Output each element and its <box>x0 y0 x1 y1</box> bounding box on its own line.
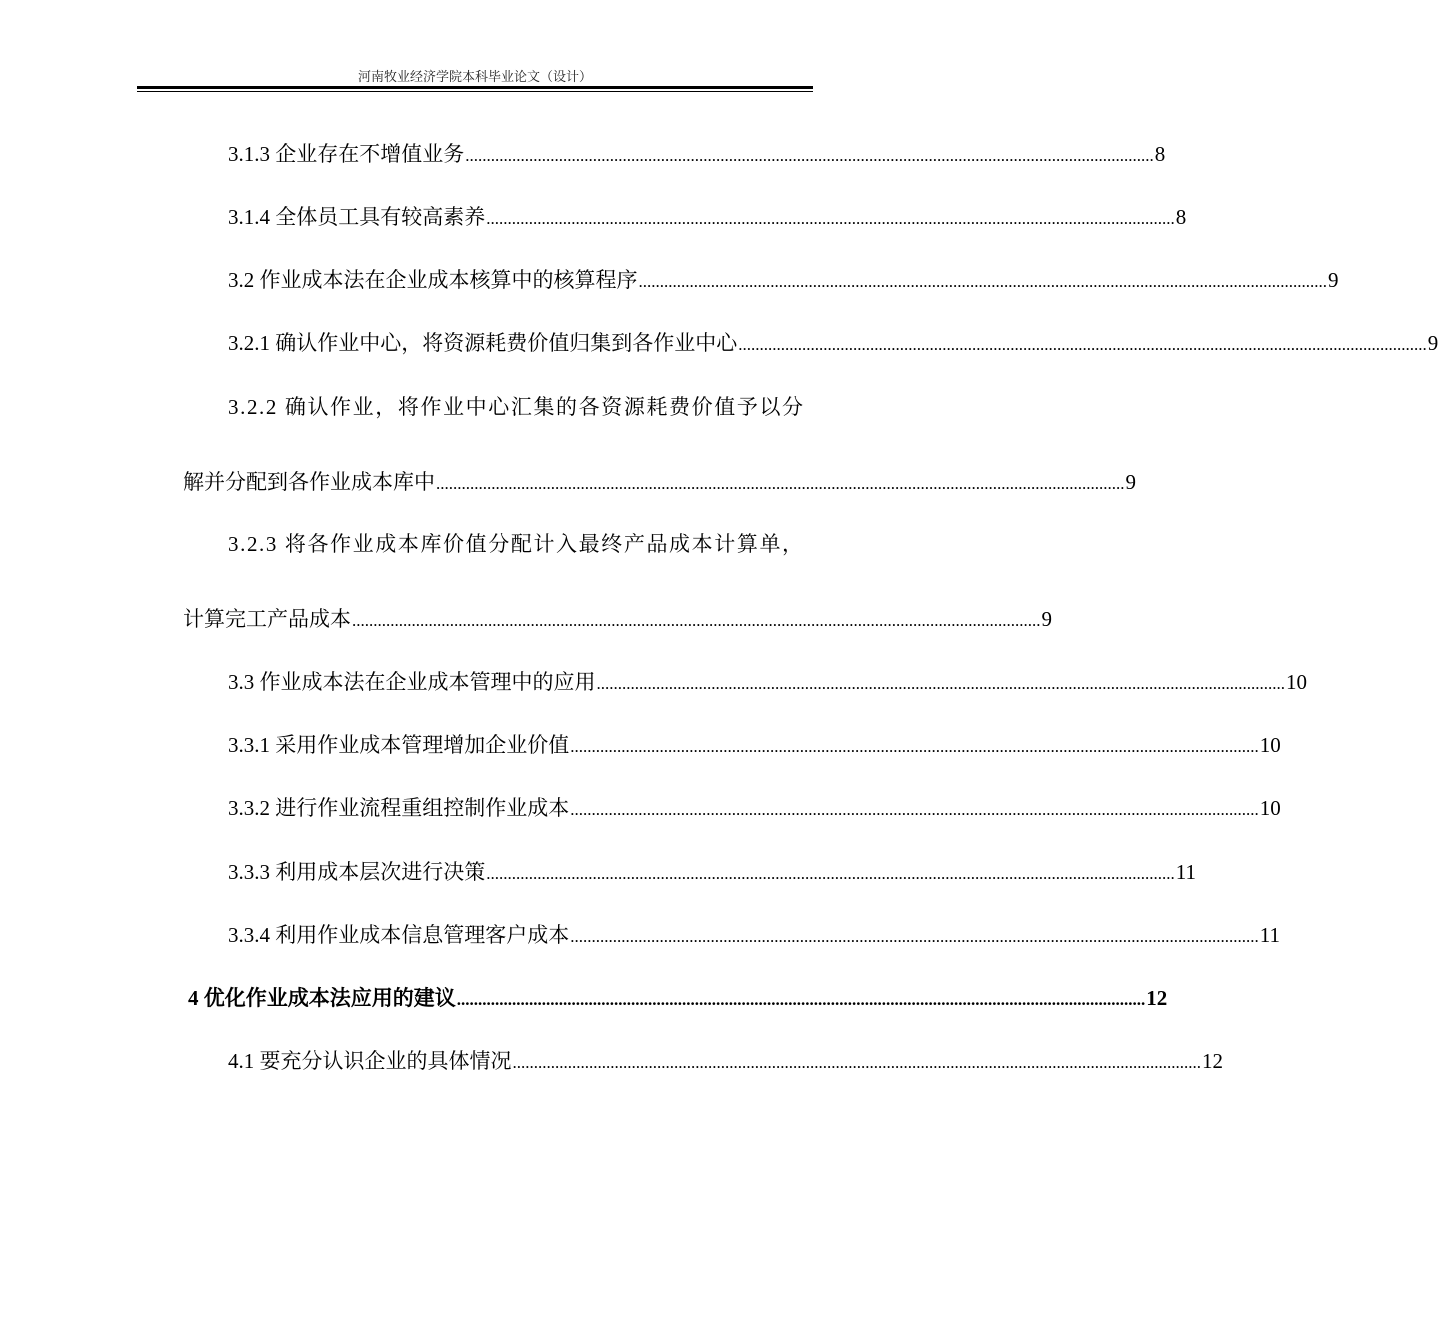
toc-page-number: 8 <box>1154 142 1166 166</box>
toc-entry-3-3-1[interactable] <box>228 729 1281 759</box>
header-rule-thick <box>137 86 813 89</box>
toc-leader-dots: .................................................................................................................................................................. <box>738 335 1427 354</box>
toc-leader-dots: .................................................................................................................................................................. <box>436 474 1125 493</box>
toc-entry-title: 3.3.3 利用成本层次进行决策 <box>228 860 486 884</box>
toc-page-number: 10 <box>1259 733 1281 757</box>
toc-page-number: 9 <box>1041 607 1052 631</box>
toc-page-number: 12 <box>1202 1049 1223 1073</box>
toc-page-number: 8 <box>1175 205 1187 229</box>
toc-entry-title: 4 优化作业成本法应用的建议 <box>188 986 456 1010</box>
toc-entry-title: 3.3.1 采用作业成本管理增加企业价值 <box>228 733 570 757</box>
toc-leader-dots: .................................................................................................................................................................. <box>596 674 1285 693</box>
toc-entry-title: 3.3.2 进行作业流程重组控制作业成本 <box>228 796 570 820</box>
toc-leader-dots: .................................................................................................................................................................. <box>456 990 1146 1009</box>
toc-leader-dots: .................................................................................................................................................................. <box>512 1053 1201 1072</box>
toc-entry-title: 解并分配到各作业成本库中 <box>183 470 435 494</box>
toc-page-number: 12 <box>1146 986 1168 1010</box>
toc-entry-4[interactable] <box>188 982 1168 1012</box>
toc-page-number: 9 <box>1125 470 1136 494</box>
toc-entry-title: 3.3.4 利用作业成本信息管理客户成本 <box>228 923 570 947</box>
toc-leader-dots: .................................................................................................................................................................. <box>352 611 1041 630</box>
toc-page-number: 9 <box>1328 268 1339 292</box>
toc-entry-title: 3.1.3 企业存在不增值业务 <box>228 142 465 166</box>
toc-entry-3-2-3-line2[interactable] <box>183 603 1052 633</box>
toc-leader-dots: .................................................................................................................................................................. <box>570 800 1259 819</box>
toc-leader-dots: .................................................................................................................................................................. <box>570 737 1259 756</box>
toc-leader-dots: .................................................................................................................................................................. <box>465 146 1154 165</box>
toc-entry-3-2-2-line2[interactable] <box>183 466 1136 496</box>
toc-page-number: 9 <box>1427 331 1438 355</box>
toc-entry-title: 3.2.1 确认作业中心，将资源耗费价值归集到各作业中心 <box>228 331 738 355</box>
toc-leader-dots: .................................................................................................................................................................. <box>638 272 1327 291</box>
toc-entry-3-3-2[interactable] <box>228 792 1281 822</box>
toc-entry-title: 3.3 作业成本法在企业成本管理中的应用 <box>228 670 596 694</box>
toc-entry-3-3-3[interactable] <box>228 856 1196 886</box>
toc-page-number: 11 <box>1259 923 1280 947</box>
toc-entry-3-1-3[interactable] <box>228 138 1166 168</box>
toc-entry-3-3-4[interactable] <box>228 919 1280 949</box>
toc-entry-title: 3.1.4 全体员工具有较高素养 <box>228 205 486 229</box>
toc-entry-3-3[interactable] <box>228 666 1307 696</box>
toc-entry-3-2[interactable] <box>228 264 1339 294</box>
toc-entry-4-1[interactable] <box>228 1045 1223 1075</box>
toc-entry-3-2-3-line1[interactable]: 3.2.3 将各作业成本库价值分配计入最终产品成本计算单， <box>228 532 805 556</box>
toc-page-number: 10 <box>1259 796 1281 820</box>
toc-page-number: 11 <box>1175 860 1196 884</box>
toc-entry-title: 4.1 要充分认识企业的具体情况 <box>228 1049 512 1073</box>
toc-entry-3-2-2-line1[interactable]: 3.2.2 确认作业，将作业中心汇集的各资源耗费价值予以分 <box>228 395 805 419</box>
toc-leader-dots: .................................................................................................................................................................. <box>486 864 1175 883</box>
header-rule-thin <box>137 91 813 92</box>
toc-entry-3-2-1[interactable] <box>228 327 1438 357</box>
toc-leader-dots: .................................................................................................................................................................. <box>486 209 1175 228</box>
toc-leader-dots: .................................................................................................................................................................. <box>570 927 1259 946</box>
toc-page-number: 10 <box>1286 670 1307 694</box>
toc-entry-title: 计算完工产品成本 <box>183 607 351 631</box>
toc-entry-title: 3.2 作业成本法在企业成本核算中的核算程序 <box>228 268 638 292</box>
page-header: 河南牧业经济学院本科毕业论文（设计） <box>357 69 592 84</box>
toc-entry-3-1-4[interactable] <box>228 201 1187 231</box>
